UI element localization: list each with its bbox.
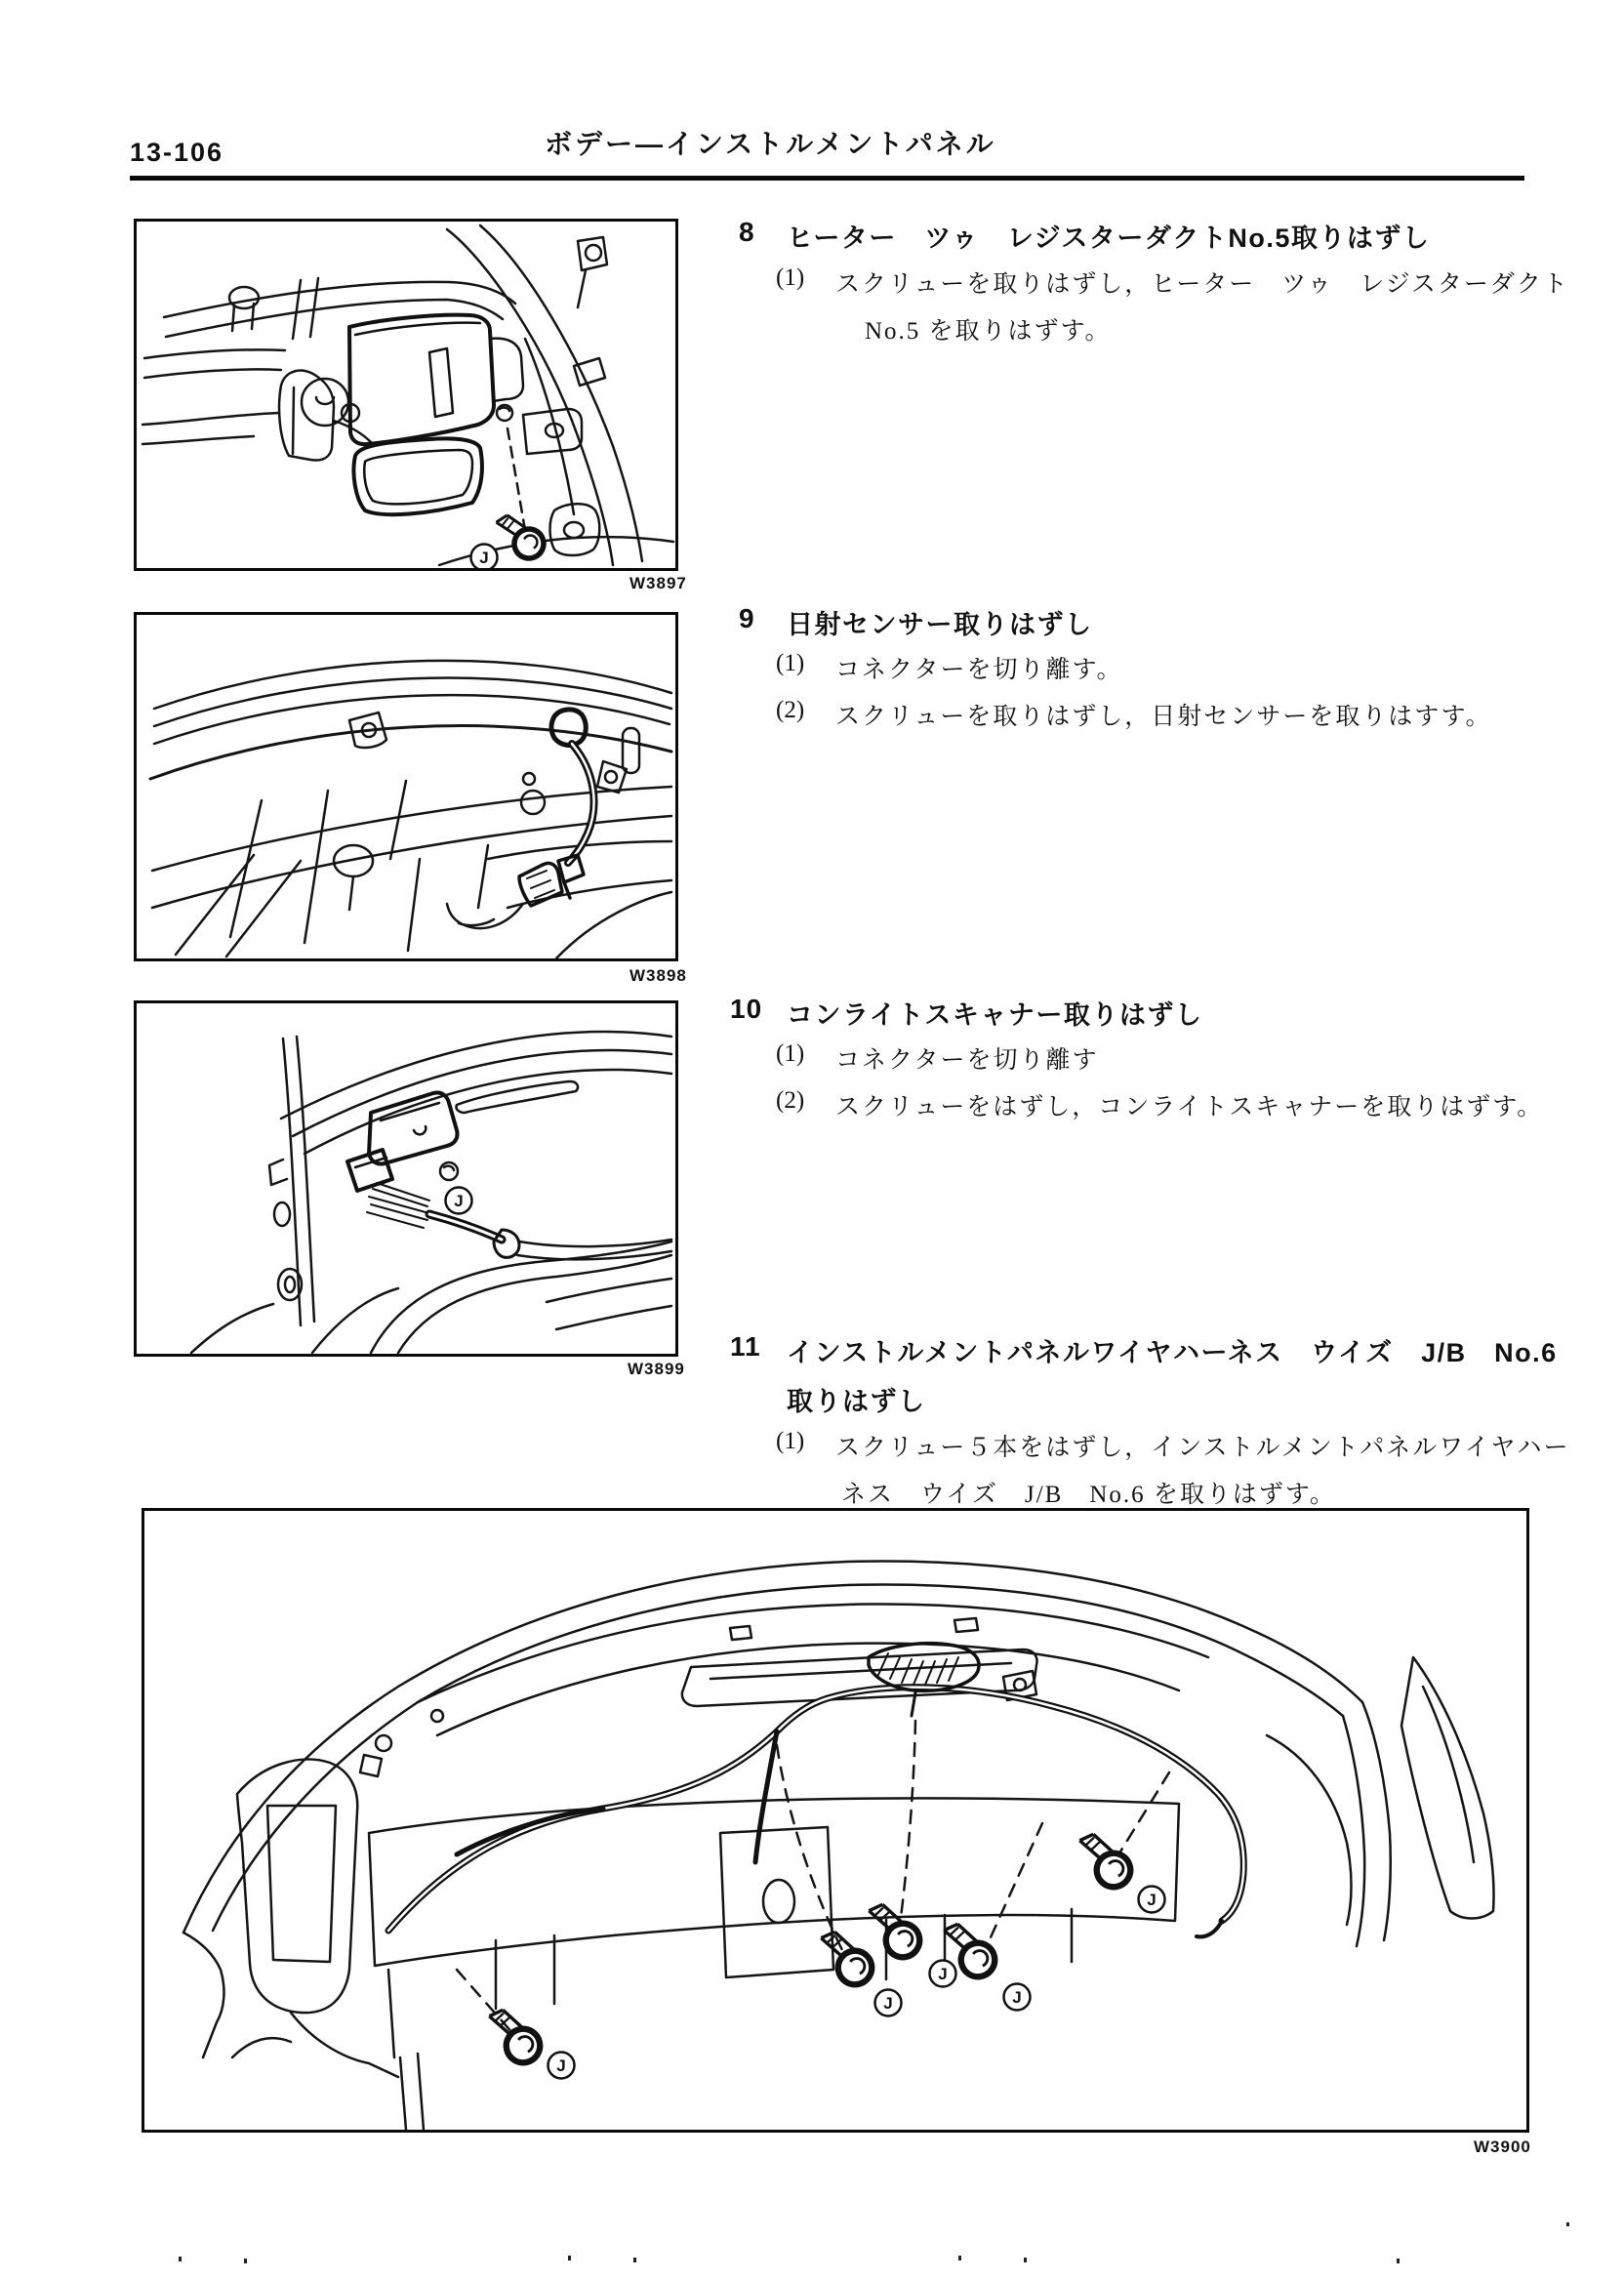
header-rule: [130, 176, 1524, 181]
figure-code: W3898: [629, 966, 687, 985]
step-number: (2): [776, 1087, 805, 1114]
step-text: スクリューを取りはずし，ヒーター ツゥ レジスターダクト: [835, 271, 1569, 298]
step-text: ネス ウイズ J/B No.6 を取りはずす。: [841, 1482, 1336, 1508]
scan-speck: [958, 2256, 961, 2260]
figure-w3900-frame: [142, 1508, 1529, 2133]
step-text: No.5 を取りはずす。: [865, 318, 1112, 345]
section-11-title: インストルメントパネルワイヤハーネス ウイズ J/B No.6: [787, 1338, 1558, 1367]
section-8-number: 8: [739, 217, 755, 247]
step-number: (2): [776, 697, 805, 723]
figure-w3900-drawing: [144, 1511, 1526, 2130]
step-text: コネクターを切り離す: [835, 1047, 1099, 1074]
figure-w3899-drawing: [137, 1003, 675, 1354]
scan-speck: [568, 2256, 571, 2260]
figure-w3898-frame: [134, 612, 678, 961]
step-text: スクリュー５本をはずし，インストルメントパネルワイヤハー: [835, 1435, 1570, 1461]
section-8-title: ヒーター ツゥ レジスターダクトNo.5取りはずし: [787, 224, 1431, 253]
figure-code: W3897: [629, 574, 687, 592]
section-10-number: 10: [730, 994, 763, 1024]
section-10-title: コンライトスキャナー取りはずし: [787, 1000, 1203, 1030]
step-number: (1): [776, 1428, 805, 1454]
step-number: (1): [776, 265, 805, 291]
step-text: スクリューを取りはずし，日射センサーを取りはすす。: [835, 704, 1492, 730]
figure-w3897-drawing: [137, 222, 675, 568]
step-number: (1): [776, 650, 805, 676]
scan-speck: [1024, 2258, 1027, 2262]
section-9-number: 9: [739, 603, 755, 633]
section-11-title-line2: 取りはずし: [787, 1387, 926, 1416]
section-11-number: 11: [730, 1331, 761, 1362]
step-text: スクリューをはずし，コンライトスキャナーを取りはずす。: [835, 1094, 1544, 1120]
step-number: (1): [776, 1040, 805, 1067]
scan-speck: [1397, 2259, 1400, 2263]
figure-code: W3900: [1474, 2138, 1531, 2156]
scan-speck: [633, 2258, 636, 2262]
figure-code: W3899: [628, 1360, 685, 1378]
section-9-title: 日射センサー取りはずし: [787, 610, 1093, 639]
figure-w3898-drawing: [137, 615, 675, 958]
figure-w3899-frame: [134, 1000, 678, 1357]
page-number: 13-106: [130, 138, 224, 167]
page-header-title: ボデー―インストルメントパネル: [545, 129, 996, 159]
scan-speck: [1566, 2222, 1569, 2226]
step-text: コネクターを切り離す。: [835, 657, 1123, 683]
scan-speck: [244, 2259, 247, 2263]
scan-speck: [179, 2257, 182, 2261]
figure-w3897-frame: [134, 219, 678, 571]
